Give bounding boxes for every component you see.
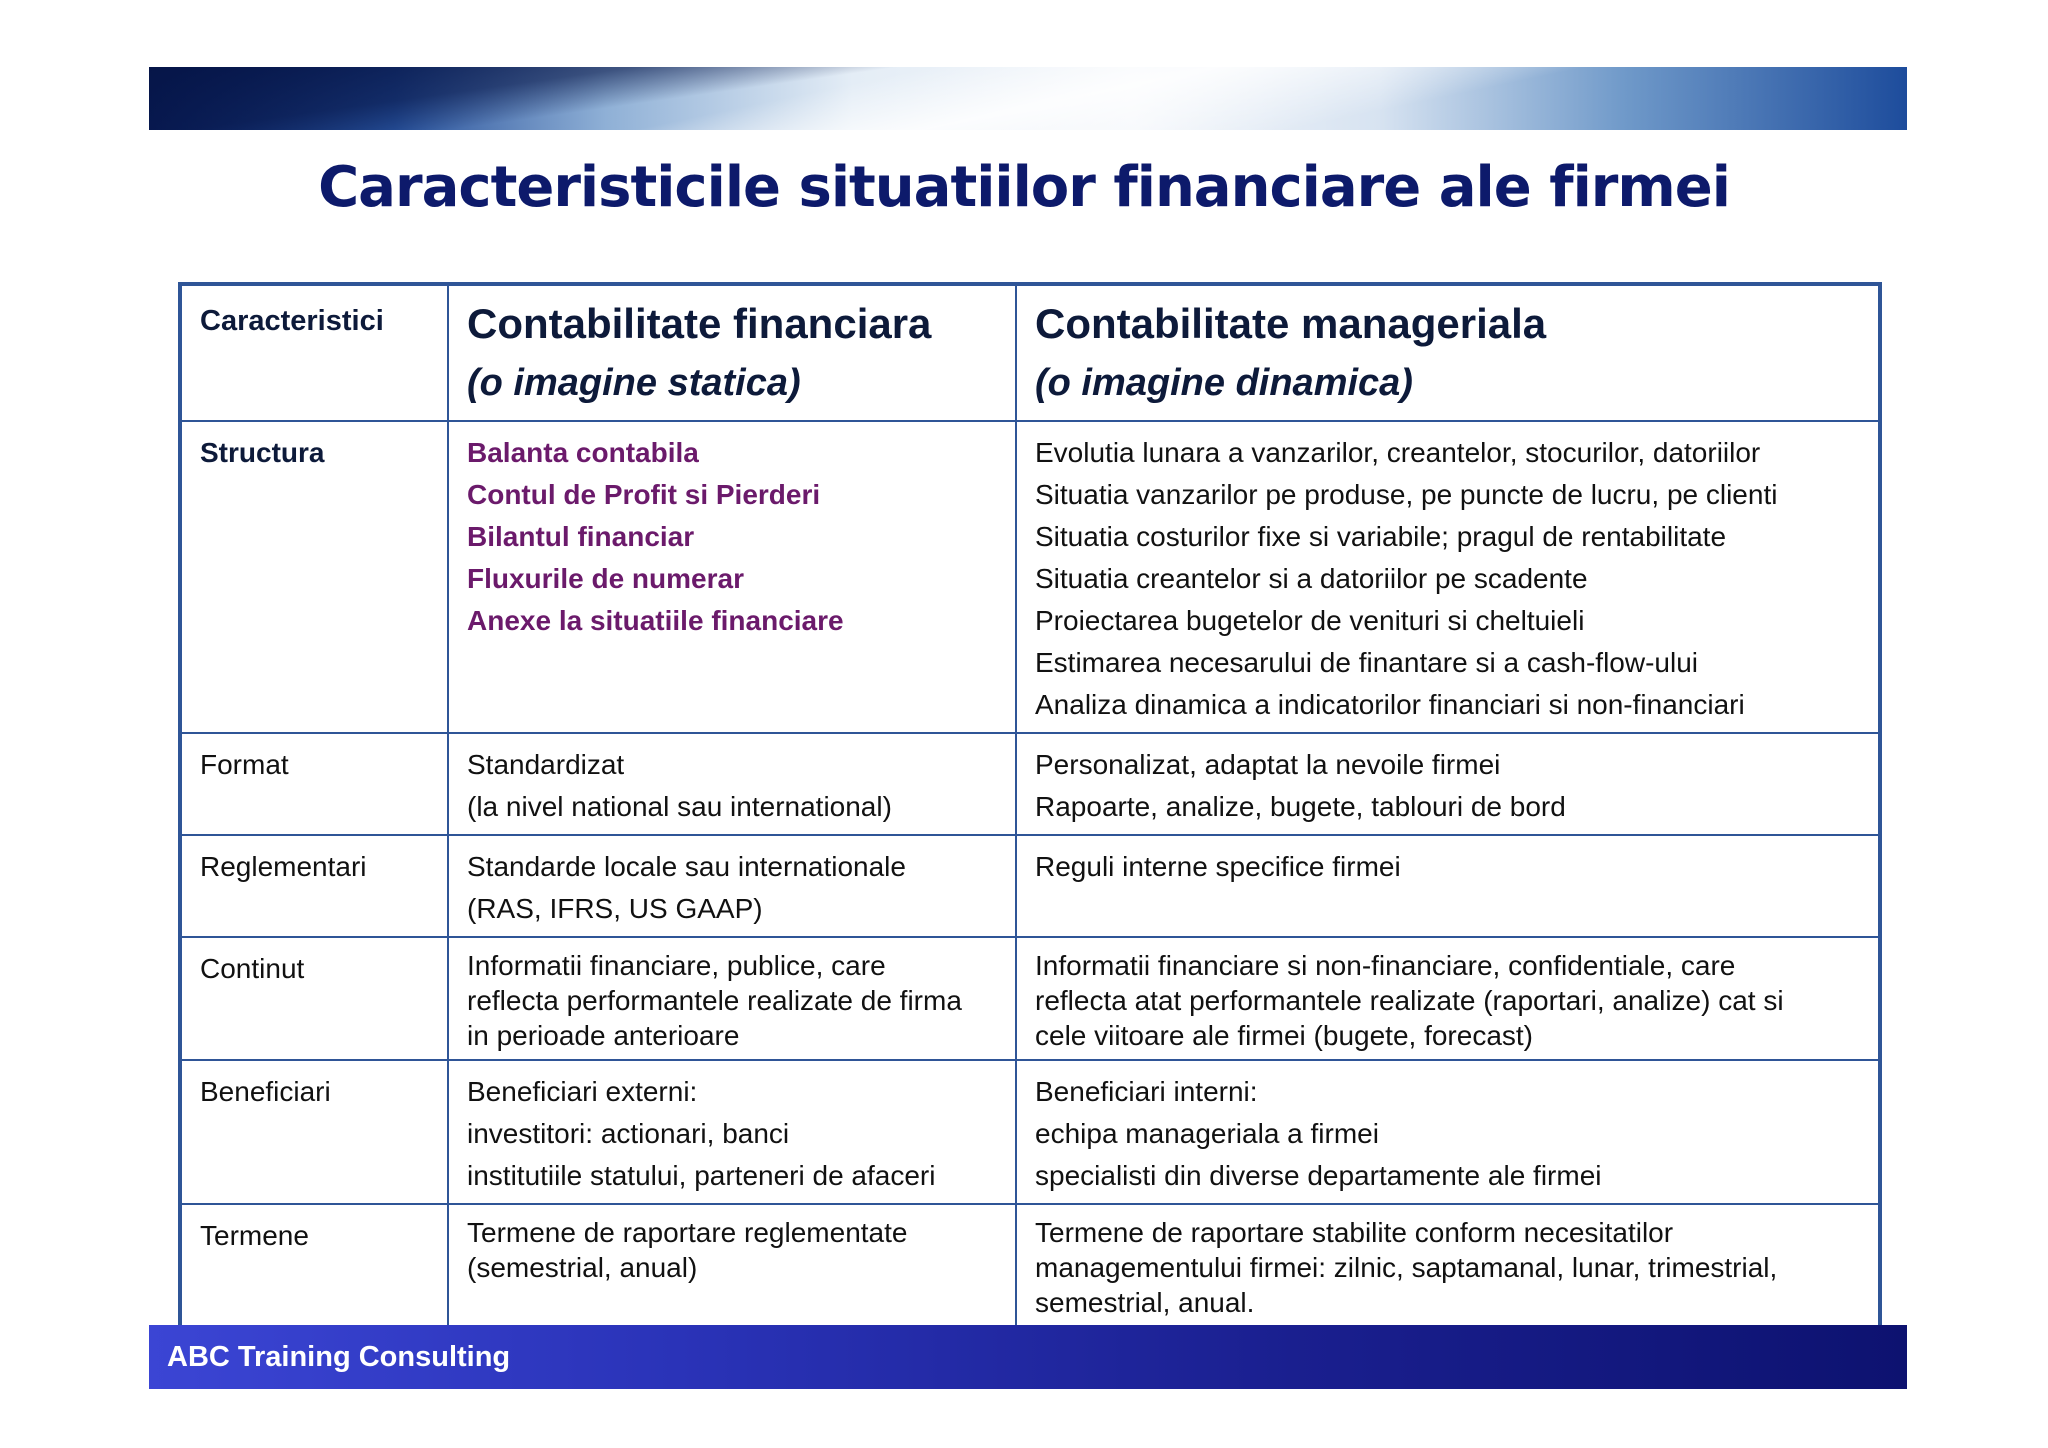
financial-item: Contul de Profit si Pierderi [467,479,821,510]
row-label [180,1204,448,1328]
row-label-continut: Continut [200,953,305,984]
cell-financial [448,1060,1016,1204]
comparison-table [178,282,1882,1330]
row-label-format: Format [200,749,289,780]
header-financial [448,284,1016,421]
cell-financial [448,733,1016,835]
row-label-termene: Termene [200,1220,309,1251]
cell-financial [448,1204,1016,1328]
financial-item: (RAS, IFRS, US GAAP) [467,893,763,924]
financial-item: reflecta performantele realizate de firma [467,985,962,1016]
footer-bar [149,1325,1907,1389]
cell-financial [448,937,1016,1060]
cell-managerial [1016,421,1880,733]
header-managerial [1016,284,1880,421]
managerial-item: semestrial, anual. [1035,1287,1255,1318]
table-row-reglementari [180,835,1880,937]
managerial-item: Informatii financiare si non-financiare, confidentiale, care [1035,950,1736,981]
managerial-item: Analiza dinamica a indicatorilor financiari si non-financiari [1035,689,1745,720]
financial-item: Anexe la situatiile financiare [467,605,844,636]
table-row-beneficiari [180,1060,1880,1204]
table-row-continut [180,937,1880,1060]
table-row-format [180,733,1880,835]
financial-item: Termene de raportare reglementate [467,1217,908,1248]
table-header-row [180,284,1880,421]
managerial-item: Estimarea necesarului de finantare si a cash-flow-ului [1035,647,1698,678]
row-label-structura: Structura [200,437,325,468]
financial-item: Beneficiari externi: [467,1076,698,1107]
header-financial-subtitle: (o imagine statica) [467,362,801,404]
financial-item: (la nivel national sau international) [467,791,892,822]
header-managerial-subtitle: (o imagine dinamica) [1035,362,1413,404]
cell-managerial [1016,1060,1880,1204]
banner-streak [149,67,1907,130]
financial-item: in perioade anterioare [467,1020,740,1051]
row-label-reglementari: Reglementari [200,851,367,882]
managerial-item: Personalizat, adaptat la nevoile firmei [1035,749,1501,780]
managerial-item: Termene de raportare stabilite conform necesitatilor [1035,1217,1674,1248]
row-label-beneficiari: Beneficiari [200,1076,331,1107]
cell-managerial [1016,937,1880,1060]
cell-managerial [1016,1204,1880,1328]
managerial-item: specialisti din diverse departamente ale firmei [1035,1160,1602,1191]
header-managerial-title: Contabilitate manageriala [1035,300,1547,347]
managerial-item: reflecta atat performantele realizate (raportari, analize) cat si [1035,985,1784,1016]
financial-item: Standardizat [467,749,625,780]
managerial-item: Evolutia lunara a vanzarilor, creantelor, stocurilor, datoriilor [1035,437,1761,468]
cell-financial [448,421,1016,733]
managerial-item: managementului firmei: zilnic, saptamanal, lunar, trimestrial, [1035,1252,1778,1283]
financial-item: investitori: actionari, banci [467,1118,790,1149]
cell-managerial [1016,835,1880,937]
header-financial-title: Contabilitate financiara [467,300,932,347]
table-row-termene [180,1204,1880,1328]
financial-item: institutiile statului, parteneri de afaceri [467,1160,936,1191]
row-label [180,421,448,733]
footer-company-name: ABC Training Consulting [167,1341,511,1373]
managerial-item: Situatia creantelor si a datoriilor pe scadente [1035,563,1588,594]
header-characteristics [180,284,448,421]
managerial-item: Reguli interne specifice firmei [1035,851,1401,882]
managerial-item: Situatia costurilor fixe si variabile; pragul de rentabilitate [1035,521,1727,552]
page-title: Caracteristicile situatiilor financiare ale firmei [318,155,1730,220]
managerial-item: Proiectarea bugetelor de venituri si cheltuieli [1035,605,1585,636]
managerial-item: Situatia vanzarilor pe produse, pe puncte de lucru, pe clienti [1035,479,1778,510]
financial-item: Fluxurile de numerar [467,563,744,594]
table-row-structura [180,421,1880,733]
financial-item: Standarde locale sau internationale [467,851,906,882]
row-label [180,937,448,1060]
cell-financial [448,835,1016,937]
managerial-item: Rapoarte, analize, bugete, tablouri de bord [1035,791,1566,822]
managerial-item: Beneficiari interni: [1035,1076,1258,1107]
top-banner [149,67,1907,130]
row-label [180,733,448,835]
financial-item: (semestrial, anual) [467,1252,698,1283]
cell-managerial [1016,733,1880,835]
managerial-item: cele viitoare ale firmei (bugete, forecast) [1035,1020,1533,1051]
header-characteristics-label: Caracteristici [200,305,384,337]
financial-item: Bilantul financiar [467,521,695,552]
row-label [180,835,448,937]
managerial-item: echipa manageriala a firmei [1035,1118,1379,1149]
row-label [180,1060,448,1204]
financial-item: Informatii financiare, publice, care [467,950,886,981]
financial-item: Balanta contabila [467,437,699,468]
